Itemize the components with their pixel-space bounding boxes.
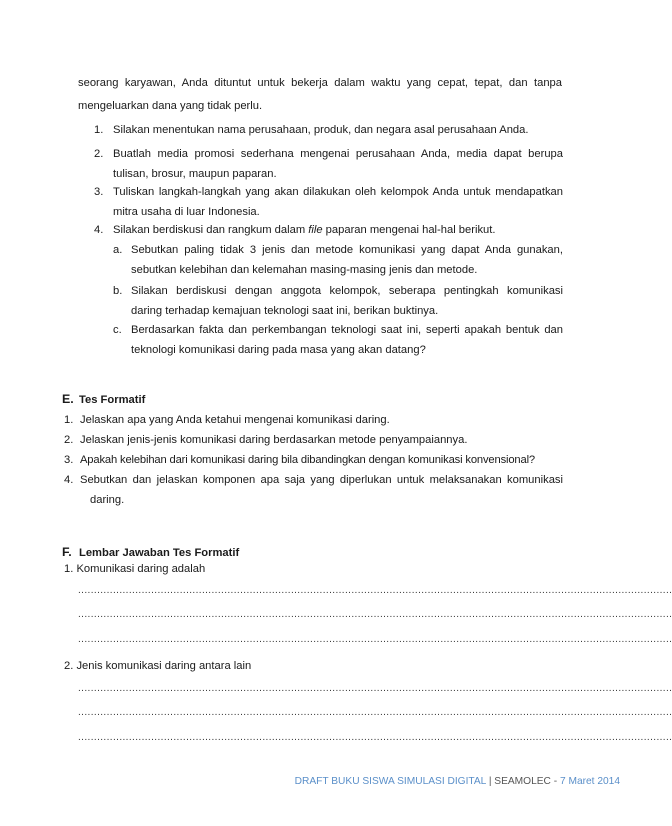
section-title: Lembar Jawaban Tes Formatif (79, 547, 240, 559)
answer-line: ........................................................................................................................................................................................... (78, 683, 672, 694)
task-text: Silakan menentukan nama perusahaan, produk, dan negara asal perusahaan Anda. (113, 124, 529, 136)
subtask-text-line-2: sebutkan kelebihan dan kelemahan masing-masing jenis dan metode. (131, 264, 478, 276)
subtask-text-line-1: Silakan berdiskusi dengan anggota kelompok, seberapa pentingkah komunikasi (131, 285, 563, 297)
question-text: Jelaskan jenis-jenis komunikasi daring berdasarkan metode penyampaiannya. (80, 434, 468, 446)
subtask-text-line-1: Berdasarkan fakta dan perkembangan teknologi saat ini, seperti apakah bentuk dan (131, 324, 563, 336)
section-e-heading (62, 392, 145, 406)
section-title: Tes Formatif (79, 394, 146, 406)
footer-organization: SEAMOLEC - (494, 776, 560, 787)
subtask-item-c (0, 320, 638, 362)
question-text: Apakah kelebihan dari komunikasi daring bila dibandingkan dengan komunikasi konvensional? (80, 454, 535, 466)
answer-question-2: 2. Jenis komunikasi daring antara lain (64, 660, 252, 672)
task-text-pre: Silakan berdiskusi dan rangkum dalam (113, 224, 309, 236)
task-text-line-2: tulisan, brosur, maupun paparan. (113, 168, 277, 180)
question-number: 3. (64, 454, 74, 466)
section-f-heading (62, 545, 239, 559)
subtask-letter: a. (113, 244, 123, 256)
intro-line-2: mengeluarkan dana yang tidak perlu. (78, 99, 263, 112)
task-text (113, 220, 563, 241)
subtask-text-line-2: teknologi komunikasi daring pada masa yang akan datang? (131, 344, 426, 356)
page-footer (295, 776, 620, 787)
footer-draft-title: DRAFT BUKU SISWA SIMULASI DIGITAL (294, 776, 486, 787)
task-number: 4. (94, 224, 104, 236)
intro-line-1: seorang karyawan, Anda dituntut untuk bekerja dalam waktu yang cepat, tepat, dan tanpa (78, 77, 562, 89)
task-text-line-1: Tuliskan langkah-langkah yang akan dilakukan oleh kelompok Anda untuk mendapatkan (113, 186, 563, 198)
section-letter: E. (62, 392, 74, 406)
task-text-line-2: mitra usaha di luar Indonesia. (113, 206, 260, 218)
question-number: 1. (64, 414, 74, 426)
task-number: 3. (94, 186, 104, 198)
task-item-3 (0, 182, 638, 224)
question-number: 2. (64, 434, 74, 446)
intro-paragraph (78, 72, 562, 117)
answer-line: ........................................................................................................................................................................................... (78, 609, 672, 620)
task-number: 2. (94, 148, 104, 160)
task-text-post: paparan mengenai hal-hal berikut. (322, 224, 496, 236)
question-text: Jelaskan apa yang Anda ketahui mengenai komunikasi daring. (80, 414, 390, 426)
task-text-italic: file (308, 224, 323, 236)
question-number: 4. (64, 474, 74, 486)
subtask-item-b (0, 281, 638, 323)
answer-question-1: 1. Komunikasi daring adalah (64, 563, 206, 575)
question-text-line-1: Sebutkan dan jelaskan komponen apa saja yang diperlukan untuk melaksanakan komunikasi (80, 474, 563, 486)
answer-line: ........................................................................................................................................................................................... (78, 585, 672, 596)
subtask-item-a (0, 240, 638, 282)
footer-date: 7 Maret 2014 (559, 776, 620, 787)
subtask-letter: b. (113, 285, 123, 297)
task-text-line-1: Buatlah media promosi sederhana mengenai perusahaan Anda, media dapat berupa (113, 148, 563, 160)
subtask-text-line-2: daring terhadap kemajuan teknologi saat ini, berikan buktinya. (131, 305, 439, 317)
footer-separator: | (485, 776, 495, 787)
section-letter: F. (62, 545, 72, 559)
answer-line: ........................................................................................................................................................................................... (78, 707, 672, 718)
subtask-text-line-1: Sebutkan paling tidak 3 jenis dan metode komunikasi yang dapat Anda gunakan, (131, 244, 563, 256)
answer-line: ........................................................................................................................................................................................... (78, 634, 672, 645)
question-text-line-2: daring. (90, 494, 125, 506)
answer-line: ........................................................................................................................................................................................... (78, 732, 672, 743)
task-number: 1. (94, 124, 104, 136)
subtask-letter: c. (113, 324, 122, 336)
formative-question-4 (0, 470, 638, 512)
task-item-2 (0, 144, 638, 186)
